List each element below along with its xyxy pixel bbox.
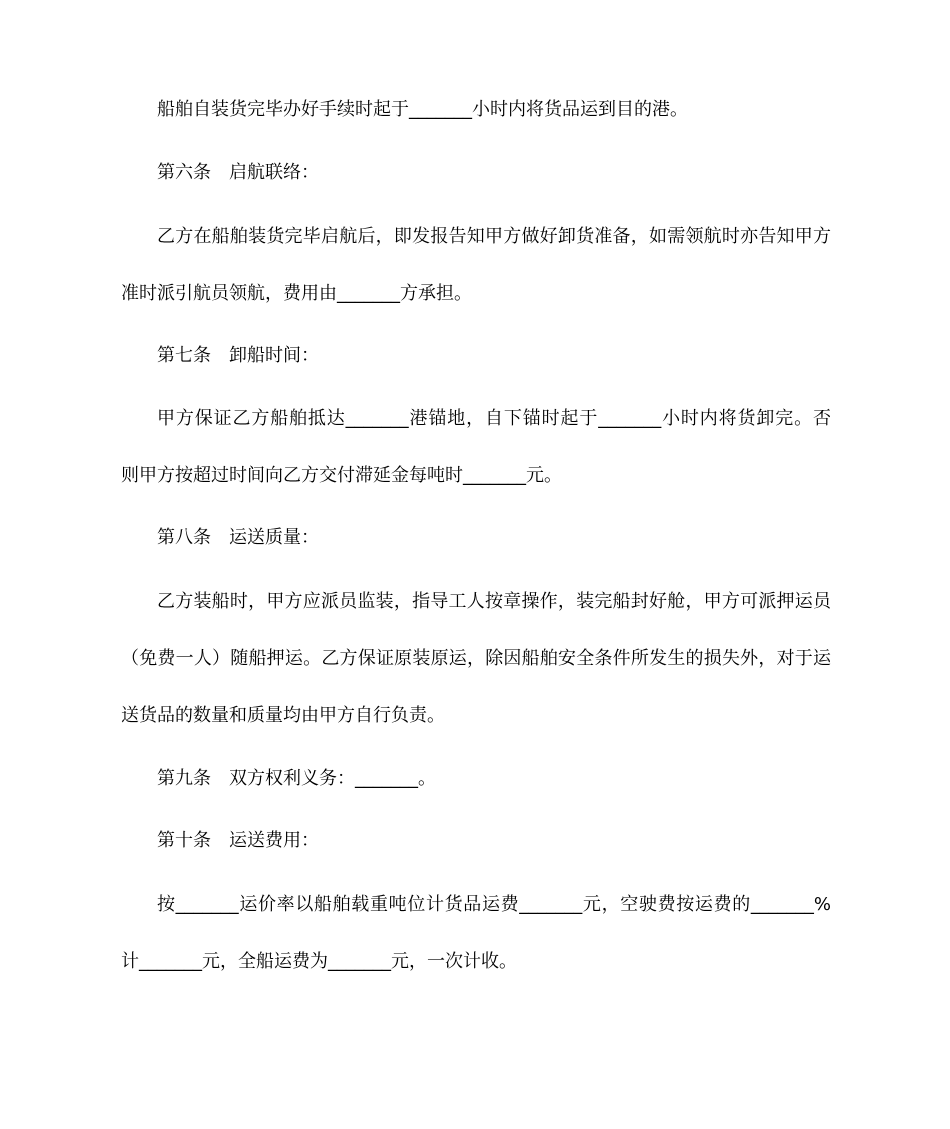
paragraph-line: 送货品的数量和质量均由甲方自行负责。	[121, 705, 445, 726]
paragraph-line: 按_______运价率以船舶载重吨位计货品运费_______元，空驶费按运费的_______%	[157, 894, 831, 915]
article-heading: 第九条 双方权利义务：_______。	[157, 768, 436, 789]
paragraph-line: 准时派引航员领航，费用由_______方承担。	[121, 283, 472, 304]
paragraph-line: 船舶自装货完毕办好手续时起于_______小时内将货品运到目的港。	[157, 99, 688, 120]
article-heading: 第七条 卸船时间：	[157, 345, 319, 366]
paragraph-line: 乙方装船时，甲方应派员监装，指导工人按章操作，装完船封好舱，甲方可派押运员	[157, 591, 831, 612]
article-heading: 第八条 运送质量：	[157, 527, 319, 548]
paragraph-line: 甲方保证乙方船舶抵达_______港锚地，自下锚时起于_______小时内将货卸完。否	[157, 408, 831, 429]
paragraph-line: 则甲方按超过时间向乙方交付滞延金每吨时_______元。	[121, 465, 562, 486]
paragraph-line: 计_______元，全船运费为_______元，一次计收。	[121, 951, 517, 972]
paragraph-line: （免费一人）随船押运。乙方保证原装原运，除因船舶安全条件所发生的损失外，对于运	[121, 648, 831, 669]
article-heading: 第六条 启航联络：	[157, 162, 319, 183]
paragraph-line: 乙方在船舶装货完毕启航后，即发报告知甲方做好卸货准备，如需领航时亦告知甲方	[157, 226, 831, 247]
article-heading: 第十条 运送费用：	[157, 830, 319, 851]
